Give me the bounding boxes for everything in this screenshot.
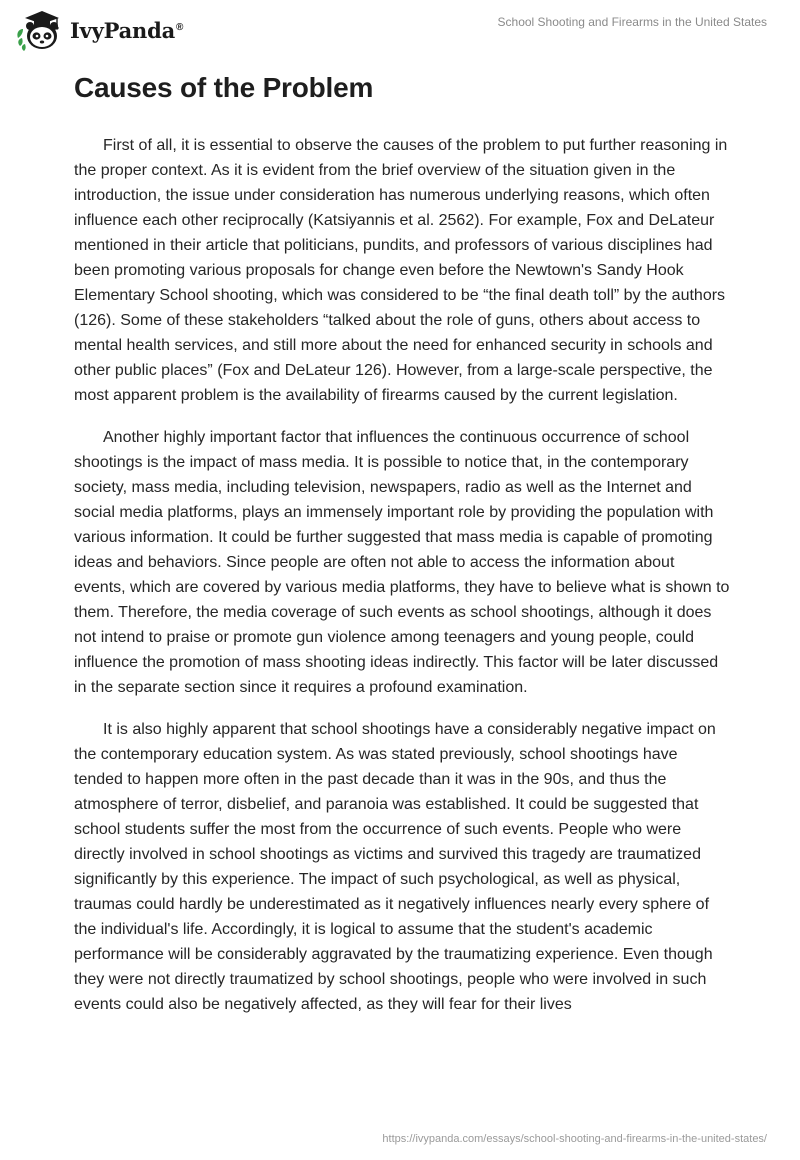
registered-mark: ®: [176, 21, 184, 33]
section-heading: Causes of the Problem: [74, 72, 374, 103]
paragraph: Another highly important factor that influences the continuous occurrence of school shootings is the impact of mass media. It is possible to notice that, in the contemporary society, mass media, including television, newspapers, radio as well as the Internet and social media platforms, plays an immensely important role by providing the population with various information. It could be further suggested that mass media is capable of promoting ideas and behaviors. Since people are often not able to access the information about events, which are covered by various media platforms, they have to believe what is shown to them. Therefore, the media coverage of such events as school shootings, although it does not intend to praise or promote gun violence among teenagers and young people, could influence the promotion of mass shooting ideas indirectly. This factor will be later discussed in the separate section since it requires a profound examination.: [74, 429, 730, 696]
logo-name: IvyPanda: [70, 17, 176, 43]
document-title: School Shooting and Firearms in the United States: [497, 15, 767, 29]
ivypanda-logo[interactable]: [14, 8, 183, 52]
panda-graduate-icon: [14, 8, 66, 52]
source-url-link[interactable]: https://ivypanda.com/essays/school-shooting-and-firearms-in-the-united-states/: [382, 1133, 767, 1145]
essay-body: [74, 133, 730, 1034]
page-header: [0, 0, 800, 60]
paragraph: It is also highly apparent that school shootings have a considerably negative impact on the contemporary education system. As was stated previously, school shootings have tended to happen more often in the past decade than it was in the 90s, and thus the atmosphere of terror, disbelief, and paranoia was established. It could be suggested that school students suffer the most from the occurrence of such events. People who were directly involved in school shootings as victims and survived this tragedy are traumatized significantly by this experience. The impact of such psychological, as well as physical, traumas could hardly be underestimated as it negatively influences nearly every sphere of the individual's life. Accordingly, it is logical to assume that the student's academic performance will be considerably aggravated by the traumatizing experience. Even though they were not directly traumatized by school shootings, people who were involved in such events could also be negatively affected, as they will fear for their lives: [74, 721, 716, 1013]
paragraph: First of all, it is essential to observe the causes of the problem to put further reasoning in the proper context. As it is evident from the brief overview of the situation given in the introduction, the issue under consideration has numerous underlying reasons, which often influence each other reciprocally (Katsiyannis et al. 2562). For example, Fox and DeLateur mentioned in their article that politicians, pundits, and professors of various disciplines had been promoting various proposals for change even before the Newtown's Sandy Hook Elementary School shooting, which was considered to be “the final death toll” by the authors (126). Some of these stakeholders “talked about the role of guns, others about access to mental health services, and still more about the need for enhanced security in schools and other public places” (Fox and DeLateur 126). However, from a large-scale perspective, the most apparent problem is the availability of firearms caused by the current legislation.: [74, 137, 728, 404]
logo-text: [70, 18, 183, 43]
